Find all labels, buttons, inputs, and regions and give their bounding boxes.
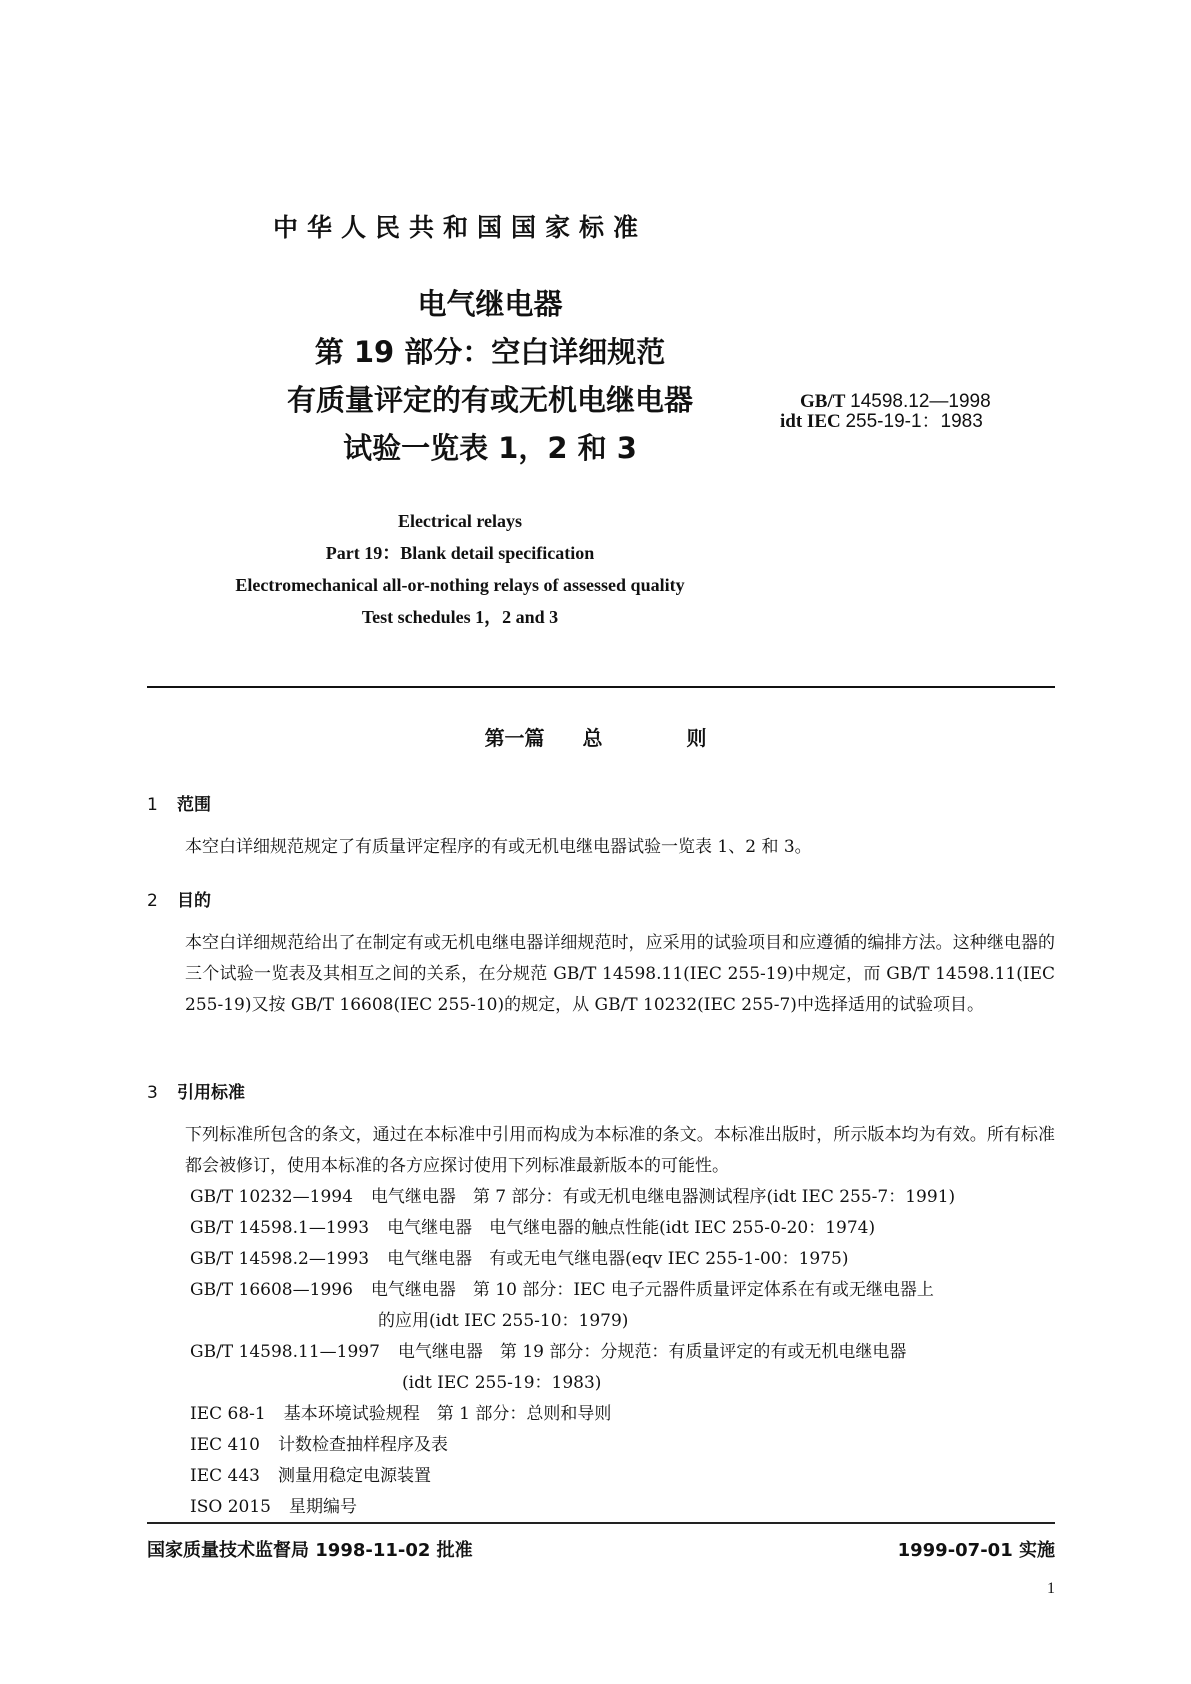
chinese-title-line: 有质量评定的有或无机电继电器 [286,383,693,417]
reference-code: GB/T 16608—1996 [190,1280,353,1300]
gb-prefix: GB/T [800,391,846,412]
english-title-line: Electromechanical all-or-nothing relays of assessed quality [235,575,685,595]
part-label: 第一篇 [484,726,545,750]
reference-text: 电气继电器 有或无电气继电器(eqv IEC 255-1-00：1975) [387,1249,849,1269]
reference-code: GB/T 14598.11—1997 [190,1342,380,1362]
idt-number [780,412,991,432]
reference-text: 测量用稳定电源装置 [277,1466,431,1486]
gb-number [800,392,991,412]
reference-list [190,1182,1060,1523]
page-number: 1 [1047,1580,1055,1597]
part-word-2: 则 [686,726,707,750]
section-title: 目的 [177,891,211,911]
part-heading [0,722,1191,751]
reference-code: ISO 2015 [190,1497,271,1517]
implementation-date: 1999-07-01 实施 [897,1540,1055,1561]
approval-statement: 国家质量技术监督局 1998-11-02 批准 [147,1540,473,1561]
reference-item [190,1461,1060,1492]
reference-code: GB/T 14598.1—1993 [190,1218,370,1238]
reference-item [190,1244,1060,1275]
paragraph: 本空白详细规范给出了在制定有或无机电继电器详细规范时，应采用的试验项目和应遵循的编排方法。这种继电器的三个试验一览表及其相互之间的关系，在分规范 GB/T 14598.11(IEC 255-19)中规定，而 GB/T 14598.11(IEC 255-19)又按 GB/T 16608(IEC 255-10)的规定，从 GB/T 10232(IEC 255-7)中选择适用的试验项目。 [185,933,1055,1015]
section-number: 3 [147,1083,158,1103]
chinese-title-line: 第 19 部分：空白详细规范 [314,335,666,369]
section-number: 1 [147,795,158,815]
chinese-title-line: 电气继电器 [417,287,563,321]
section-1-body [147,832,1055,863]
idt-prefix: idt IEC [780,411,841,432]
reference-code: GB/T 14598.2—1993 [190,1249,370,1269]
reference-item [190,1213,1060,1244]
reference-item [190,1430,1060,1461]
section-2-body [147,928,1055,1021]
standard-number-block [780,391,991,432]
reference-code: IEC 68-1 [190,1404,266,1424]
section-number: 2 [147,891,158,911]
reference-text: 星期编号 [288,1497,357,1517]
section-2-heading [147,886,211,911]
reference-continuation: 的应用(idt IEC 255-10：1979) [378,1311,629,1331]
section-3-heading [147,1078,245,1103]
reference-text: 电气继电器 第 10 部分：IEC 电子元器件质量评定体系在有或无继电器上 [370,1280,934,1300]
chinese-title [200,280,780,472]
reference-item [190,1399,1060,1430]
reference-code: IEC 410 [190,1435,260,1455]
reference-text: 电气继电器 第 19 部分：分规范：有质量评定的有或无机电继电器 [397,1342,907,1362]
idt-number-value: 255-19-1：1983 [845,411,983,432]
reference-text: 基本环境试验规程 第 1 部分：总则和导则 [283,1404,612,1424]
reference-text: 计数检查抽样程序及表 [277,1435,448,1455]
section-title: 范围 [177,795,211,815]
reference-item [190,1275,1060,1306]
paragraph: 本空白详细规范规定了有质量评定程序的有或无机电继电器试验一览表 1、2 和 3。 [185,837,812,857]
english-title-line: Electrical relays [397,511,523,531]
reference-code: IEC 443 [190,1466,260,1486]
chinese-title-line: 试验一览表 1，2 和 3 [343,431,637,465]
footer-divider [147,1522,1055,1524]
part-word-1: 总 [582,726,603,750]
reference-text: 电气继电器 电气继电器的触点性能(idt IEC 255-0-20：1974) [387,1218,876,1238]
reference-item [190,1182,1060,1213]
gb-number-value: 14598.12—1998 [850,391,991,412]
english-title-line: Part 19：Blank detail specification [325,543,595,563]
paragraph: 下列标准所包含的条文，通过在本标准中引用而构成为本标准的条文。本标准出版时，所示版本均为有效。所有标准都会被修订，使用本标准的各方应探讨使用下列标准最新版本的可能性。 [185,1125,1055,1176]
reference-continuation: (idt IEC 255-19：1983) [402,1373,602,1393]
national-standard-heading: 中华人民共和国国家标准 [272,213,647,242]
reference-code: GB/T 10232—1994 [190,1187,353,1207]
english-title [150,505,770,633]
reference-item [190,1337,1060,1368]
header-divider [147,686,1055,688]
section-1-heading [147,790,211,815]
reference-text: 电气继电器 第 7 部分：有或无机电继电器测试程序(idt IEC 255-7：1991) [370,1187,956,1207]
reference-item [190,1492,1060,1523]
section-title: 引用标准 [177,1083,245,1103]
section-3-body [147,1120,1055,1182]
english-title-line: Test schedules 1，2 and 3 [361,607,559,627]
